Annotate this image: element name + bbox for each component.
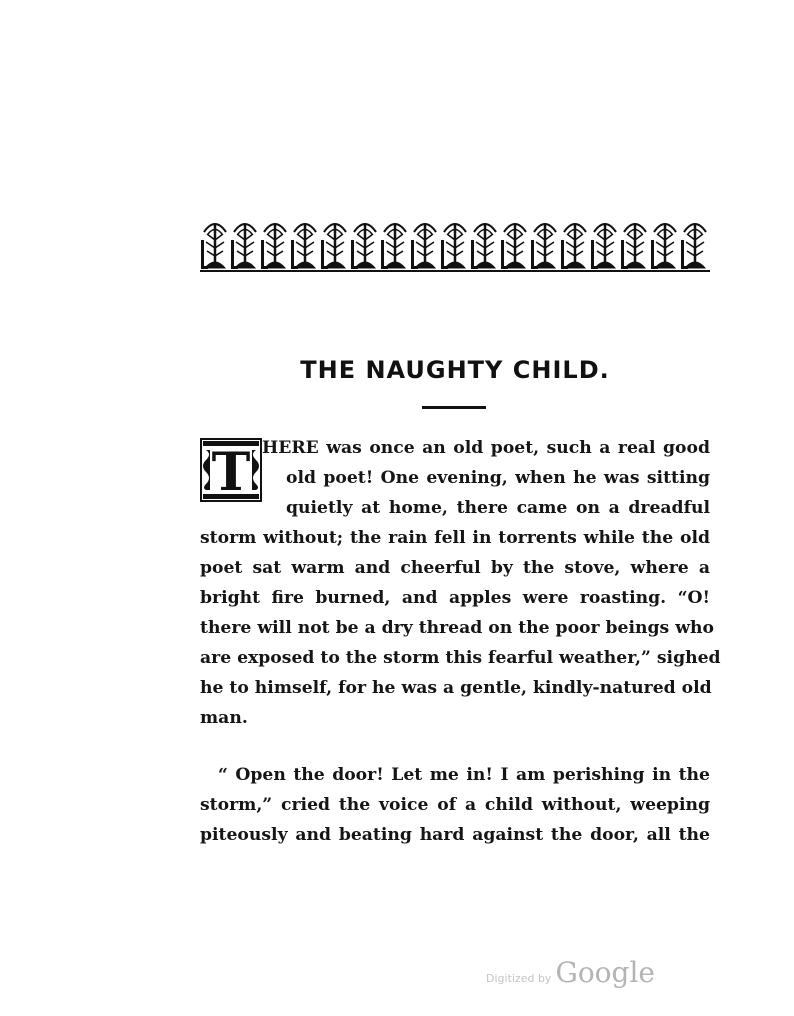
google-watermark — [486, 956, 655, 996]
text-line: poet sat warm and cheerful by the stove, where a — [200, 558, 710, 578]
headpiece-unit — [621, 224, 646, 269]
text-line: quietly at home, there came on a dreadful — [286, 498, 710, 518]
headpiece-unit — [261, 224, 286, 269]
drop-cap-initial — [200, 438, 262, 502]
headpiece-unit — [561, 224, 586, 269]
headpiece-unit — [441, 224, 466, 269]
headpiece-unit — [681, 224, 706, 269]
text-line: he to himself, for he was a gentle, kindly-natured old — [200, 678, 712, 698]
headpiece-unit — [231, 224, 256, 269]
watermark-prefix: Digitized by — [486, 972, 552, 985]
headpiece-unit — [321, 224, 346, 269]
text-line: bright fire burned, and apples were roasting. “O! — [200, 588, 710, 608]
text-line: storm,” cried the voice of a child without, weeping — [200, 795, 710, 815]
google-logo: Google — [555, 956, 655, 989]
headpiece-unit — [351, 224, 376, 269]
headpiece-unit — [291, 224, 316, 269]
headpiece-unit — [591, 224, 616, 269]
text-line: HERE was once an old poet, such a real good — [262, 438, 710, 458]
text-line: storm without; the rain fell in torrents while the old — [200, 528, 710, 548]
headpiece-unit — [201, 224, 226, 269]
text-line: man. — [200, 708, 248, 728]
text-line: there will not be a dry thread on the poor beings who — [200, 618, 714, 638]
headpiece-unit — [531, 224, 556, 269]
headpiece-unit — [501, 224, 526, 269]
chapter-title: THE NAUGHTY CHILD. — [300, 356, 610, 384]
headpiece-unit — [471, 224, 496, 269]
headpiece-unit — [381, 224, 406, 269]
title-rule — [422, 406, 486, 409]
drop-cap-letter: T — [211, 442, 251, 502]
text-line: piteously and beating hard against the door, all the — [200, 825, 710, 845]
text-line: are exposed to the storm this fearful weather,” sighed — [200, 648, 721, 668]
text-line: old poet! One evening, when he was sitting — [286, 468, 710, 488]
text-line: “ Open the door! Let me in! I am perishing in the — [218, 765, 710, 785]
headpiece-unit — [411, 224, 436, 269]
headpiece-unit — [651, 224, 676, 269]
decorative-headpiece — [200, 218, 710, 274]
